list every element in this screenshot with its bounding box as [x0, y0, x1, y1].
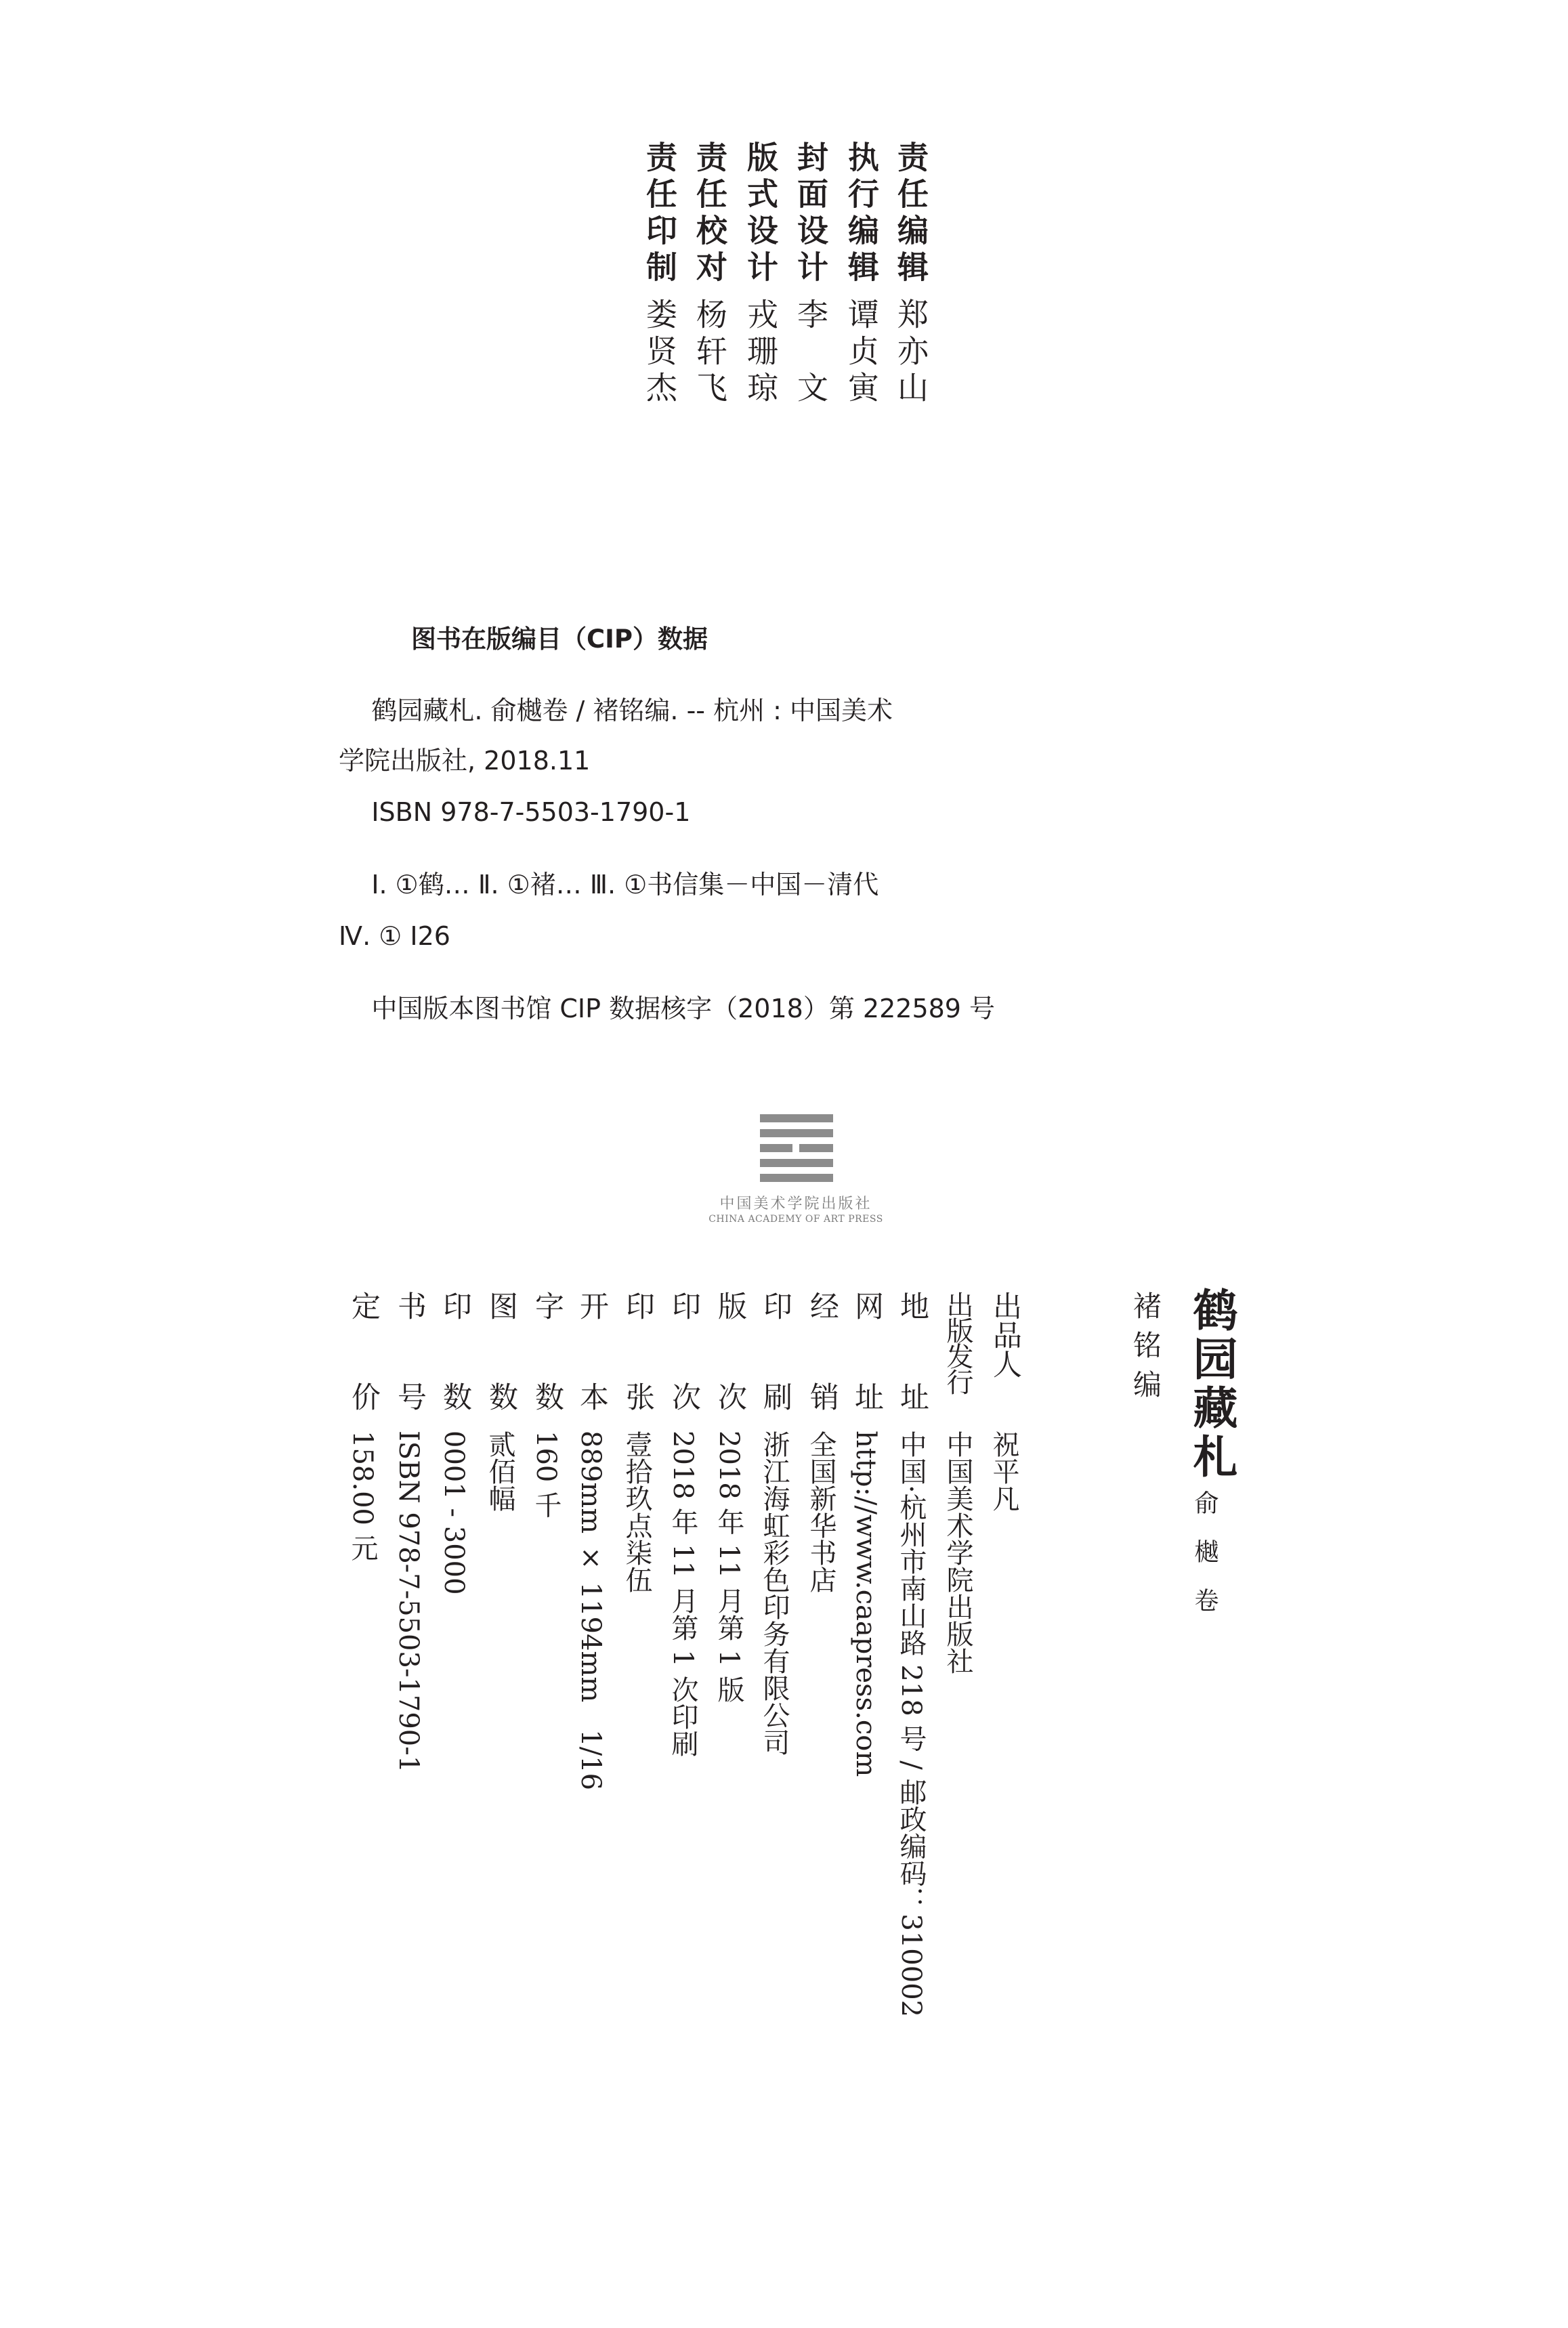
colophon-value: 2018 年 11 月第 1 次印刷 — [667, 1431, 698, 1757]
credit-role: 封面设计 — [792, 141, 829, 287]
colophon-label: 开 本 — [575, 1291, 609, 1427]
colophon-label: 版 次 — [713, 1291, 747, 1427]
credit-name: 郑亦山 — [893, 298, 929, 408]
colophon-value: 祝平凡 — [988, 1431, 1019, 1512]
book-title: 鹤园藏札 — [1185, 1287, 1237, 1482]
book-editor: 褚铭编 — [1129, 1291, 1162, 1409]
colophon-label: 印 张 — [621, 1291, 655, 1427]
credit-name: 戎珊琼 — [742, 298, 779, 408]
colophon-value: 浙江海虹彩色印务有限公司 — [759, 1431, 790, 1756]
colophon-label: 地 址 — [895, 1291, 929, 1427]
logo-name-en: CHINA ACADEMY OF ART PRESS — [708, 1214, 883, 1225]
logo-name-cn: 中国美术学院出版社 — [719, 1195, 872, 1212]
colophon-label: 印 次 — [667, 1291, 701, 1427]
credit-name: 杨轩飞 — [692, 298, 728, 408]
colophon-label: 印 数 — [438, 1291, 472, 1427]
colophon-value: 壹拾玖点柒伍 — [621, 1431, 652, 1593]
credit-name: 娄贤杰 — [641, 298, 678, 408]
cip-record-line: 中国版本图书馆 CIP 数据核字（2018）第 222589 号 — [339, 994, 996, 1023]
colophon-label: 出品人 — [988, 1291, 1022, 1378]
colophon-value: 中国·杭州市南山路 218 号 / 邮政编码：310002 — [895, 1431, 927, 2018]
colophon-value: 158.00 元 — [347, 1431, 378, 1561]
cip-isbn-line: ISBN 978-7-5503-1790-1 — [339, 797, 691, 827]
colophon-value: 全国新华书店 — [805, 1431, 836, 1593]
book-volume: 俞樾卷 — [1191, 1490, 1219, 1636]
colophon-label: 网 址 — [850, 1291, 884, 1427]
colophon-value: 2018 年 11 月第 1 版 — [713, 1431, 744, 1703]
colophon-value: ISBN 978-7-5503-1790-1 — [393, 1431, 424, 1773]
colophon-value: 160 千 — [530, 1431, 561, 1519]
colophon-value: http://www.caapress.com — [850, 1431, 881, 1777]
credit-role: 责任印制 — [641, 141, 678, 287]
colophon-label: 字 数 — [530, 1291, 564, 1427]
colophon-label: 书 号 — [393, 1291, 427, 1427]
credit-name: 谭贞寅 — [843, 298, 880, 408]
colophon-label: 定 价 — [347, 1291, 381, 1427]
colophon-label: 印 刷 — [759, 1291, 792, 1427]
credit-role: 责任校对 — [692, 141, 728, 287]
colophon-value: 889mm × 1194mm 1/16 — [575, 1431, 606, 1791]
cip-title-line: 鹤园藏札. 俞樾卷 / 褚铭编. -- 杭州 : 中国美术 — [339, 696, 893, 725]
colophon-label: 图 数 — [484, 1291, 518, 1427]
cip-publisher-line: 学院出版社, 2018.11 — [339, 746, 591, 776]
credit-role: 责任编辑 — [893, 141, 929, 287]
colophon-value: 中国美术学院出版社 — [942, 1431, 973, 1674]
colophon-value: 0001 - 3000 — [438, 1431, 469, 1595]
colophon-label: 出版发行 — [942, 1291, 973, 1394]
colophon-label: 经 销 — [805, 1291, 839, 1427]
cip-heading: 图书在版编目（CIP）数据 — [411, 625, 708, 654]
colophon-value: 贰佰幅 — [484, 1431, 515, 1512]
cip-subject-line: Ⅰ. ①鹤… Ⅱ. ①褚… Ⅲ. ①书信集－中国－清代 — [339, 870, 879, 900]
credit-role: 版式设计 — [742, 141, 779, 287]
credit-role: 执行编辑 — [843, 141, 880, 287]
cip-class-line: Ⅳ. ① I26 — [339, 921, 450, 951]
credit-name: 李 文 — [792, 298, 829, 408]
